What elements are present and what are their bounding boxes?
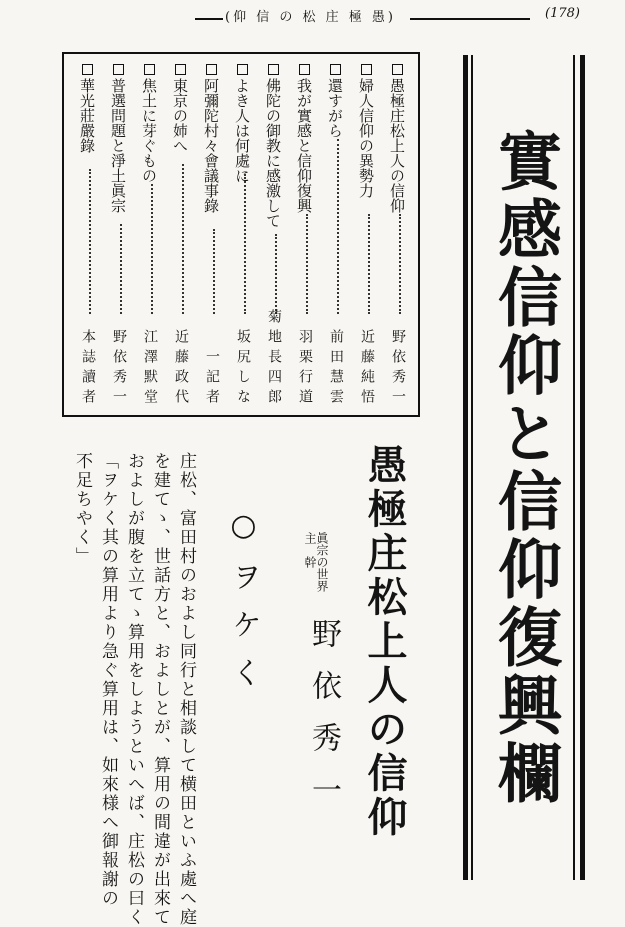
body-line: 不足ちやく」 xyxy=(72,452,92,566)
leader-dots xyxy=(89,169,91,314)
body-line: 庄松、富田村のおよし同行と相談して横田といふ處へ庭 xyxy=(176,452,196,927)
leader-dots xyxy=(368,214,370,314)
toc-item xyxy=(107,64,137,409)
toc-item xyxy=(293,64,323,409)
leader-dots xyxy=(244,174,246,314)
header-rule-left xyxy=(195,18,223,20)
toc-item xyxy=(200,64,230,409)
section-title: 實感信仰と信仰復興欄 xyxy=(487,128,562,808)
section-rule-left xyxy=(463,55,468,880)
article-subheading: ○ヲケく xyxy=(226,508,261,705)
toc-item-author: 羽栗行道 xyxy=(297,329,313,409)
leader-dots xyxy=(275,234,277,314)
byline-publication: 眞宗の世界 xyxy=(315,532,329,592)
page-number: (178) xyxy=(545,6,580,21)
toc-item xyxy=(231,64,261,409)
leader-dots xyxy=(399,214,401,314)
toc-item xyxy=(386,64,416,409)
article-title: 愚極庄松上人の信仰 xyxy=(361,444,408,840)
body-line: を建てゝ、世話方と、およしとが、算用の間違が出來て xyxy=(150,452,170,927)
toc-item-author: 野依秀一 xyxy=(390,329,406,409)
toc-item-author: 坂尻しな xyxy=(235,329,251,409)
toc-item-title: 華光莊嚴錄 xyxy=(79,64,94,153)
byline-role: 主 幹 xyxy=(303,532,317,568)
toc-item-author: 一記者 xyxy=(204,349,220,409)
toc-item xyxy=(262,64,292,409)
toc-item-author: 前田慧雲 xyxy=(328,329,344,409)
toc-item-title: 還すがら xyxy=(327,64,342,138)
toc-item xyxy=(324,64,354,409)
leader-dots xyxy=(306,214,308,314)
toc-item-title: 愚極庄松上人の信仰 xyxy=(389,64,404,213)
running-title: (仰 信 の 松 庄 極 愚) xyxy=(225,10,396,25)
section-rule-right xyxy=(580,55,585,880)
toc-item xyxy=(169,64,199,409)
toc-item-title: 我が實感と信仰復興 xyxy=(296,64,311,213)
leader-dots xyxy=(182,164,184,314)
toc-item-author: 菊地長四郎 xyxy=(266,309,282,409)
leader-dots xyxy=(120,224,122,314)
toc-item-title: 東京の姉へ xyxy=(172,64,187,153)
body-line: 「ヲケく其の算用より急ぐ算用は、如來様へ御報謝の xyxy=(98,452,118,908)
toc-item-author: 江澤默堂 xyxy=(142,329,158,409)
article-author: 野依秀一 xyxy=(306,618,341,826)
contents-box xyxy=(62,52,420,417)
toc-item-title: 佛陀の御教に感激して xyxy=(265,64,280,228)
toc-item-author: 本誌讀者 xyxy=(80,329,96,409)
toc-item-title: 普選問題と淨土眞宗 xyxy=(110,64,125,213)
toc-item-author: 近藤純悟 xyxy=(359,329,375,409)
body-line: およしが腹を立てゝ算用をしようといへば、庄松の曰く xyxy=(124,452,144,927)
leader-dots xyxy=(337,139,339,314)
toc-item xyxy=(76,64,106,409)
toc-item-author: 近藤政代 xyxy=(173,329,189,409)
toc-item-title: 阿彌陀村々會議事錄 xyxy=(203,64,218,213)
section-rule-left-thin xyxy=(471,55,473,880)
leader-dots xyxy=(151,184,153,314)
toc-item-title: 焦土に芽ぐもの xyxy=(141,64,156,183)
toc-item-title: 婦人信仰の異勢力 xyxy=(358,64,373,198)
toc-item xyxy=(355,64,385,409)
leader-dots xyxy=(213,229,215,314)
toc-item xyxy=(138,64,168,409)
toc-item-author: 野依秀一 xyxy=(111,329,127,409)
header-rule-right xyxy=(410,18,530,20)
toc-item-title: よき人は何處に xyxy=(234,64,249,183)
